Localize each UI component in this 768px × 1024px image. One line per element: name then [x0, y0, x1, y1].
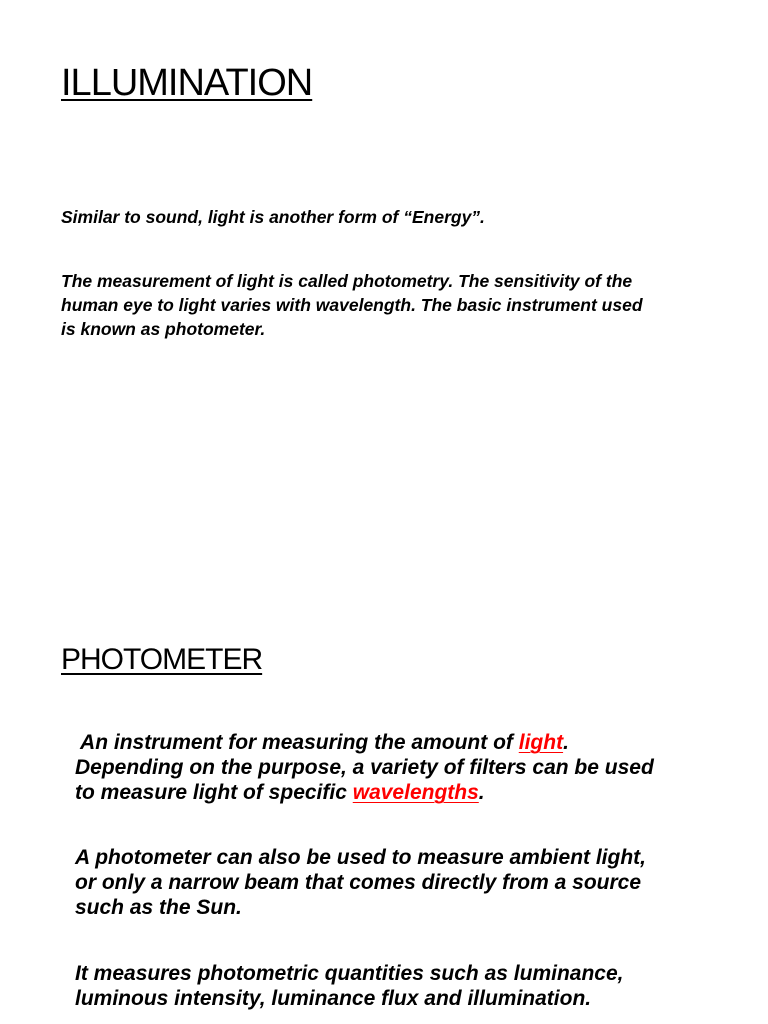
paragraph-line: such as the Sun. [75, 896, 242, 919]
intro-line: The measurement of light is called photometry. The sensitivity of the [61, 271, 633, 291]
photometer-usage-paragraph [75, 845, 755, 920]
intro-line: human eye to light varies with wavelength. The basic instrument used [61, 295, 643, 315]
paragraph-line [75, 780, 755, 805]
paragraph-line: A photometer can also be used to measure ambient light, [75, 846, 646, 869]
photometer-quantities-paragraph [75, 961, 755, 1011]
page-title: ILLUMINATION [61, 62, 313, 104]
paragraph-line: Depending on the purpose, a variety of filters can be used [75, 756, 654, 779]
section-title: PHOTOMETER [61, 643, 263, 676]
paragraph-line: or only a narrow beam that comes directly from a source [75, 871, 642, 894]
photometer-definition-paragraph [75, 730, 755, 805]
intro-line: Similar to sound, light is another form of “Energy”. [61, 207, 485, 227]
line-text: . [478, 781, 485, 804]
paragraph-line: It measures photometric quantities such as luminance, [75, 962, 624, 985]
paragraph-line [75, 730, 755, 755]
line-text: An instrument for measuring the amount of [75, 731, 519, 754]
light-link[interactable]: light [518, 731, 564, 754]
intro-paragraph-photometry [61, 269, 741, 341]
wavelengths-link[interactable]: wavelengths [352, 781, 479, 804]
paragraph-line: luminous intensity, luminance flux and illumination. [75, 987, 592, 1010]
line-text: . [563, 731, 569, 754]
intro-line: is known as photometer. [61, 319, 266, 339]
line-text: to measure light of specific [75, 781, 353, 804]
intro-paragraph-energy [61, 205, 741, 229]
